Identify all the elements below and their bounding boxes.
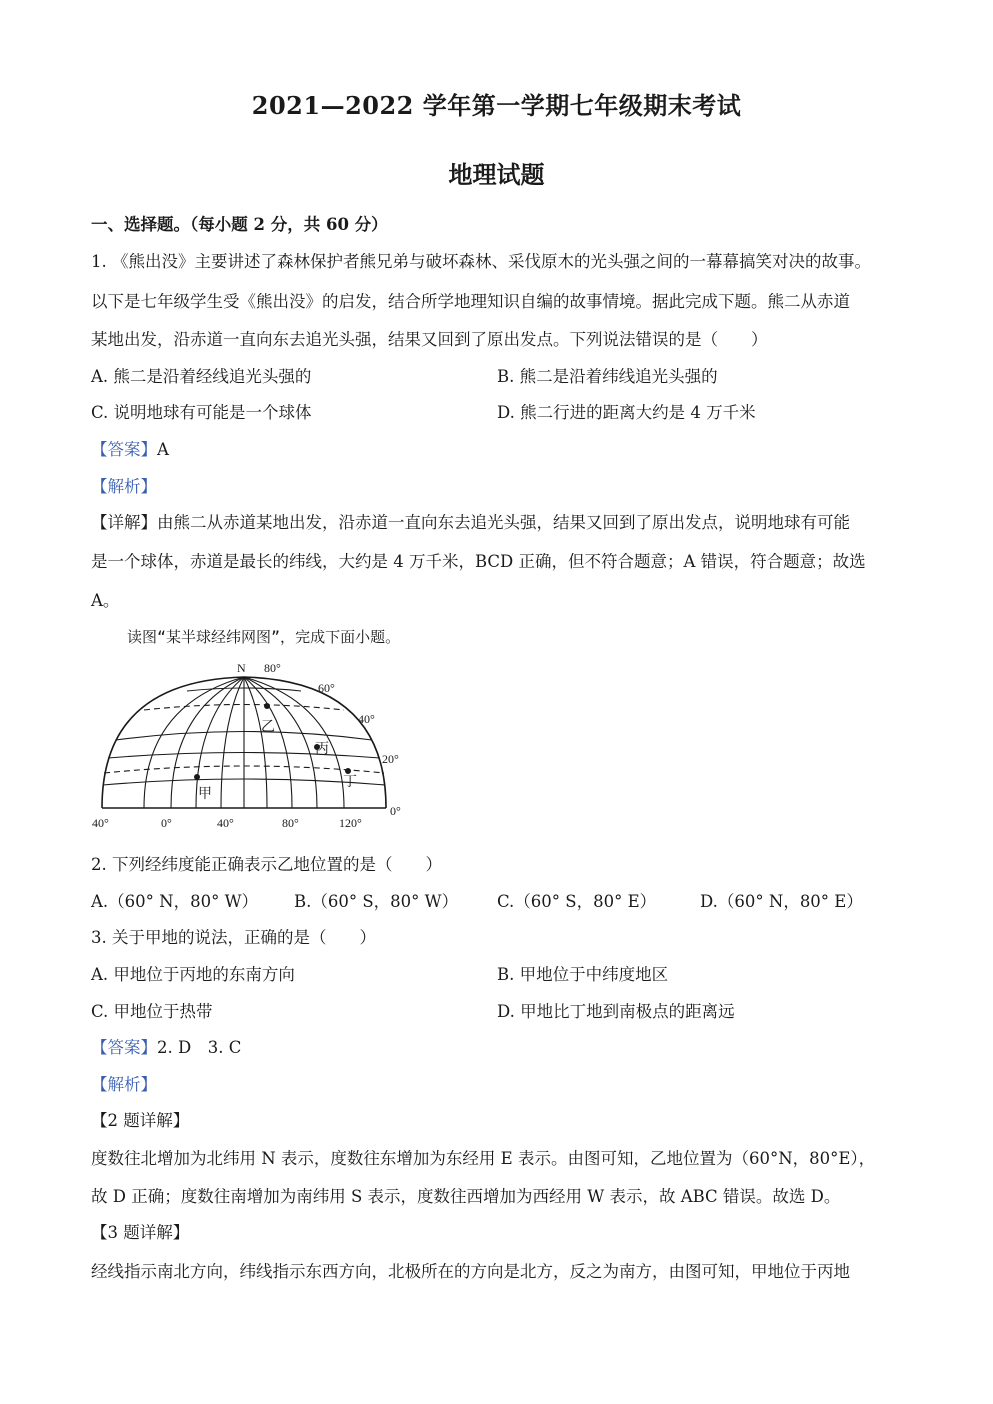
q1-option-b: B. 熊二是沿着纬线追光头强的 bbox=[497, 367, 718, 386]
q3-option-a: A. 甲地位于丙地的东南方向 bbox=[91, 965, 295, 984]
q2-option-b: B.（60° S，80° W） bbox=[294, 892, 459, 911]
label-bing: 丙 bbox=[315, 742, 329, 757]
detail-text: 由熊二从赤道某地出发，沿赤道一直向东去追光头强，结果又回到了原出发点，说明地球有可能 bbox=[157, 513, 850, 532]
q3-detail-tag: 【3 题详解】 bbox=[91, 1223, 190, 1242]
q1-stem-line-3: 某地出发，沿赤道一直向东去追光头强，结果又回到了原出发点。下列说法错误的是（ ） bbox=[91, 330, 768, 349]
q23-analysis-tag: 【解析】 bbox=[91, 1075, 157, 1094]
label-jia: 甲 bbox=[198, 787, 212, 802]
q2-detail-tag: 【2 题详解】 bbox=[91, 1111, 190, 1130]
exam-subject: 地理试题 bbox=[448, 160, 545, 189]
label-yi: 乙 bbox=[261, 720, 275, 735]
q1-stem-line-1: 1. 《熊出没》主要讲述了森林保护者熊兄弟与破坏森林、采伐原木的光头强之间的一幕幕搞笑对决的故事。 bbox=[91, 252, 871, 271]
q2-option-a: A.（60° N，80° W） bbox=[91, 892, 259, 911]
q3-option-d: D. 甲地比丁地到南极点的距离远 bbox=[497, 1002, 735, 1021]
section-heading: 一、选择题。（每小题 2 分，共 60 分） bbox=[91, 215, 388, 234]
lat-label-0: 0° bbox=[390, 804, 401, 818]
q1-detail-line-1 bbox=[91, 512, 850, 534]
q1-detail-line-3: A。 bbox=[91, 591, 120, 610]
answer-value: 2. D 3. C bbox=[157, 1038, 242, 1057]
answer-tag: 【答案】 bbox=[91, 440, 157, 459]
point-yi-dot bbox=[264, 703, 270, 709]
q1-stem-line-2: 以下是七年级学生受《熊出没》的启发，结合所学地理知识自编的故事情境。据此完成下题。熊二从赤道 bbox=[91, 292, 850, 311]
exam-title: 2021—2022 学年第一学期七年级期末考试 bbox=[251, 91, 742, 120]
point-jia-dot bbox=[194, 774, 200, 780]
q3-option-b: B. 甲地位于中纬度地区 bbox=[497, 965, 669, 984]
q1-option-a: A. 熊二是沿着经线追光头强的 bbox=[91, 367, 312, 386]
figure-caption: 读图“某半球经纬网图”，完成下面小题。 bbox=[127, 628, 401, 646]
meridian bbox=[221, 677, 244, 808]
point-ding-dot bbox=[345, 768, 351, 774]
q3-detail-line-1: 经线指示南北方向，纬线指示东西方向，北极所在的方向是北方，反之为南方，由图可知，甲地位于丙地 bbox=[91, 1262, 850, 1281]
q2-detail-line-2: 故 D 正确；度数往南增加为南纬用 S 表示，度数往西增加为西经用 W 表示，故 ABC 错误。故选 D。 bbox=[91, 1187, 841, 1206]
lon-label-80e: 80° bbox=[282, 816, 299, 830]
lat-label-60: 60° bbox=[318, 681, 335, 695]
lon-label-40e: 40° bbox=[217, 816, 234, 830]
hemisphere-graticule-figure bbox=[86, 655, 416, 835]
label-ding: 丁 bbox=[343, 775, 357, 790]
lon-label-40w: 40° bbox=[92, 816, 109, 830]
meridian bbox=[244, 677, 317, 808]
q2-option-d: D.（60° N，80° E） bbox=[700, 892, 863, 911]
lat-label-20: 20° bbox=[382, 752, 399, 766]
q1-option-c: C. 说明地球有可能是一个球体 bbox=[91, 403, 312, 422]
lat-label-40: 40° bbox=[358, 712, 375, 726]
detail-tag: 【详解】 bbox=[91, 513, 157, 532]
answer-tag: 【答案】 bbox=[91, 1038, 157, 1057]
q3-stem: 3. 关于甲地的说法，正确的是（ ） bbox=[91, 928, 376, 947]
q23-answer bbox=[91, 1037, 241, 1059]
lon-label-0: 0° bbox=[161, 816, 172, 830]
lat-label-80: 80° bbox=[264, 661, 281, 675]
q3-option-c: C. 甲地位于热带 bbox=[91, 1002, 213, 1021]
q1-detail-line-2: 是一个球体，赤道是最长的纬线，大约是 4 万千米，BCD 正确，但不符合题意；A 错误，符合题意；故选 bbox=[91, 552, 866, 571]
meridian bbox=[244, 677, 267, 808]
q1-option-d: D. 熊二行进的距离大约是 4 万千米 bbox=[497, 403, 756, 422]
q2-stem: 2. 下列经纬度能正确表示乙地位置的是（ ） bbox=[91, 855, 442, 874]
answer-value: A bbox=[157, 440, 169, 459]
lon-label-120e: 120° bbox=[339, 816, 362, 830]
q1-analysis-tag: 【解析】 bbox=[91, 477, 157, 496]
meridian bbox=[244, 677, 292, 808]
pole-label: N bbox=[237, 661, 246, 675]
q2-option-c: C.（60° S，80° E） bbox=[497, 892, 657, 911]
q1-answer bbox=[91, 439, 169, 461]
q2-detail-line-1: 度数往北增加为北纬用 N 表示，度数往东增加为东经用 E 表示。由图可知，乙地位置为（60°N，80°E）， bbox=[91, 1149, 876, 1168]
